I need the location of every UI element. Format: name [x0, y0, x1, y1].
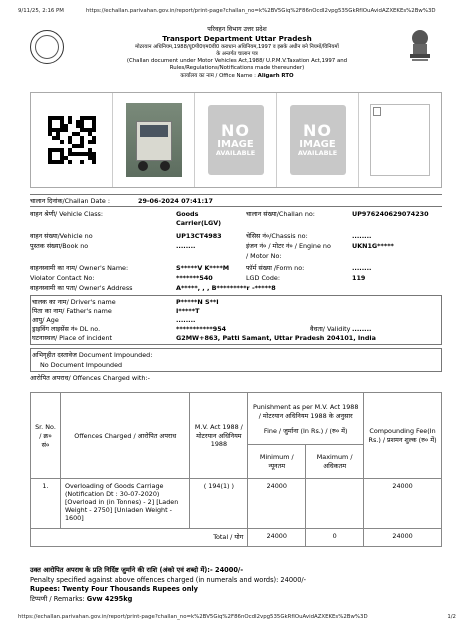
no-image-placeholder: NO IMAGE AVAILABLE [208, 105, 264, 175]
no-image-placeholder: NO IMAGE AVAILABLE [290, 105, 346, 175]
validity-label: वैधता/ Validity [310, 325, 351, 333]
book-no-value: ........ [176, 242, 196, 250]
father-name-value: I*****T [176, 307, 200, 315]
divider [30, 194, 442, 195]
print-header [18, 8, 456, 14]
chassis-value: ........ [352, 232, 372, 240]
challan-no-value: UP976240629074230 [352, 210, 429, 218]
page-number: 1/2 [447, 614, 456, 620]
act-english-1: (Challan document under Motor Vehicles Act,1988/ U.P.M.V.Taxation Act,1997 and [126, 58, 348, 65]
impounded-label: अभिगृहीत दस्तावेज Document Impounded: [32, 351, 153, 359]
act-hindi-2: के अन्तर्गत चालान पत्र [216, 51, 258, 58]
row-compounding: 24000 [364, 479, 442, 529]
validity-value: ........ [352, 325, 372, 333]
challan-date-label: चालान दिनांक/Challan Date : [30, 197, 111, 205]
amount-words: Rupees: Twenty Four Thousands Rupees only [30, 585, 198, 594]
row-sr: 1. [31, 479, 61, 529]
impounded-value: No Document Impounded [40, 361, 123, 369]
owner-name-label: वाहनस्वामी का नाम/ Owner's Name: [30, 264, 129, 272]
document-header [70, 26, 404, 80]
place-label: घटनास्थल/ Place of incident [32, 334, 113, 342]
vehicle-class-value-1: Goods [176, 210, 199, 218]
vehicle-class-value-2: Carrier(LGV) [176, 219, 222, 227]
evidence-images [30, 92, 442, 188]
dl-no-label: ड्राइविंग लाइसेंस नं० DL no. [32, 325, 101, 333]
total-label: Total / योग [31, 529, 248, 547]
total-minimum: 24000 [248, 529, 306, 547]
no-image-cell-1 [195, 93, 277, 187]
header-sr-no: Sr. No. / क्र० सं० [31, 393, 61, 479]
header-compounding-fee: Compounding Fee(In Rs.) / प्रशमन शुल्क (रु० में) [364, 393, 442, 479]
divider [30, 206, 442, 207]
remarks-label: टिप्पणी / Remarks: [30, 594, 85, 603]
owner-address-label: वाहनस्वामी का पता/ Owner's Address [30, 284, 133, 292]
act-hindi: मोटरयान अधिनियम,1988/यू0पी0एम0वी0 कराधान अधिनियम,1997 व इसके अधीन बने नियमों/विनियमों [135, 44, 339, 51]
print-url: https://echallan.parivahan.gov.in/report/print-page?challan_no=k%2BV5Giq%2F86nOcdI2vpg535GkRfIOuAvidAZXEKEs%2Bw%3D [85, 8, 436, 14]
row-maximum [306, 479, 364, 529]
print-datetime: 9/11/25, 2:16 PM [18, 8, 64, 14]
vehicle-class-label: वाहन श्रेणी/ Vehicle Class: [30, 210, 104, 218]
header-maximum: Maximum / अधिकतम [306, 445, 364, 479]
department-english: Transport Department Uttar Pradesh [162, 34, 312, 44]
driver-name-label: चालक का नाम/ Driver's name [32, 298, 116, 306]
department-hindi: परिवहन विभाग उत्तर प्रदेश [207, 26, 267, 33]
owner-address-value: A*****, , , B*********r -*****8 [176, 284, 276, 292]
chassis-label: चेसिस नं०/Chassis no: [246, 232, 308, 240]
office-name [70, 73, 404, 80]
amount-hindi: उक्त आरोपित अपराध के प्रति निर्दिष्ट जुर्माने की राशि (अंको एवं शब्दो में):- 24000/- [30, 566, 244, 574]
header-mv-act: M.V. Act 1988 / मोटरयान अधिनियम 1988 [190, 393, 248, 479]
form-no-label: फॉर्म संख्या /Form no: [246, 264, 305, 272]
place-value: G2MW+863, Patti Samant, Uttar Pradesh 204101, India [176, 334, 376, 342]
up-government-seal-icon [30, 30, 64, 64]
footer-url: https://echallan.parivahan.gov.in/report/print-page?challan_no=k%2BV5Giq%2F86nOcdI2vpg535GkRfIOuAvidAZXEKEs%2Bw%3D [18, 614, 368, 620]
lgd-code-value: 119 [352, 274, 366, 282]
header-punishment: Punishment as per M.V. Act 1988 / मोटरयान अधिनियम 1988 के अनुसार Fine / जुर्माना (In Rs.) / (रु० में) [248, 393, 364, 445]
broken-image-cell [359, 93, 441, 187]
age-label: आयु/ Age [32, 316, 59, 324]
office-value: Aligarh RTO [257, 72, 294, 79]
amount-summary [30, 566, 306, 604]
table-row [31, 479, 442, 529]
qr-code-cell [31, 93, 113, 187]
violator-contact-label: Violator Contact No: [30, 274, 95, 282]
engine-label-1: इंजन नं० / मोटर नं० / Engine no [246, 242, 331, 250]
father-name-label: पिता का नाम/ Father's name [32, 307, 112, 315]
offences-table [30, 392, 442, 547]
vehicle-no-value: UP13CT4983 [176, 232, 222, 240]
vehicle-photo [126, 103, 182, 177]
total-maximum: 0 [306, 529, 364, 547]
vehicle-photo-cell [113, 93, 195, 187]
violator-contact-value: *******540 [176, 274, 213, 282]
row-section: ( 194(1) ) [190, 479, 248, 529]
engine-value: UKN1G***** [352, 242, 394, 250]
dl-no-value: ***********954 [176, 325, 227, 333]
act-english-2: Rules/Regulations/Notifications made thereunder) [169, 65, 305, 72]
lgd-code-label: LGD Code: [246, 274, 280, 282]
no-image-cell-2 [277, 93, 359, 187]
row-minimum: 24000 [248, 479, 306, 529]
owner-name-value: S*****V K****M [176, 264, 230, 272]
row-offence: Overloading of Goods Carriage (Notification Dt : 30-07-2020) [Overload in (in Tonnes) - 2] [Laden Weight - 2750] [Unladen Weight - 1600] [60, 479, 190, 529]
national-emblem-icon [406, 28, 434, 66]
age-value: ........ [176, 316, 196, 324]
total-compounding: 24000 [364, 529, 442, 547]
header-minimum: Minimum / न्यूनतम [248, 445, 306, 479]
remarks-value: Gvw 4295kg [86, 594, 133, 603]
vehicle-no-label: वाहन संख्या/Vehicle no [30, 232, 93, 240]
office-label: कार्यालय का नाम / Office Name : [180, 72, 256, 79]
header-offence: Offences Charged / आरोपित अपराध [60, 393, 190, 479]
offences-heading: आरोपित अपराध/ Offences Charged with:- [30, 374, 150, 382]
form-no-value: ........ [352, 264, 372, 272]
penalty-english: Penalty specified against above offences charged (in numerals and words): 24000/- [30, 575, 307, 584]
remarks [30, 595, 306, 605]
engine-label-2: / Motor No: [246, 252, 282, 260]
qr-code-icon [48, 116, 96, 164]
total-row [31, 529, 442, 547]
challan-no-label: चालान संख्या/Challan no: [246, 210, 315, 218]
book-no-label: पुस्तक संख्या/Book no [30, 242, 89, 250]
challan-date-value: 29-06-2024 07:41:17 [138, 197, 213, 205]
header-fine: Fine / जुर्माना (In Rs.) / (रु० में) [263, 426, 348, 435]
print-footer [18, 614, 456, 620]
broken-image-icon [370, 104, 430, 176]
driver-name-value: P*****N S**I [176, 298, 219, 306]
